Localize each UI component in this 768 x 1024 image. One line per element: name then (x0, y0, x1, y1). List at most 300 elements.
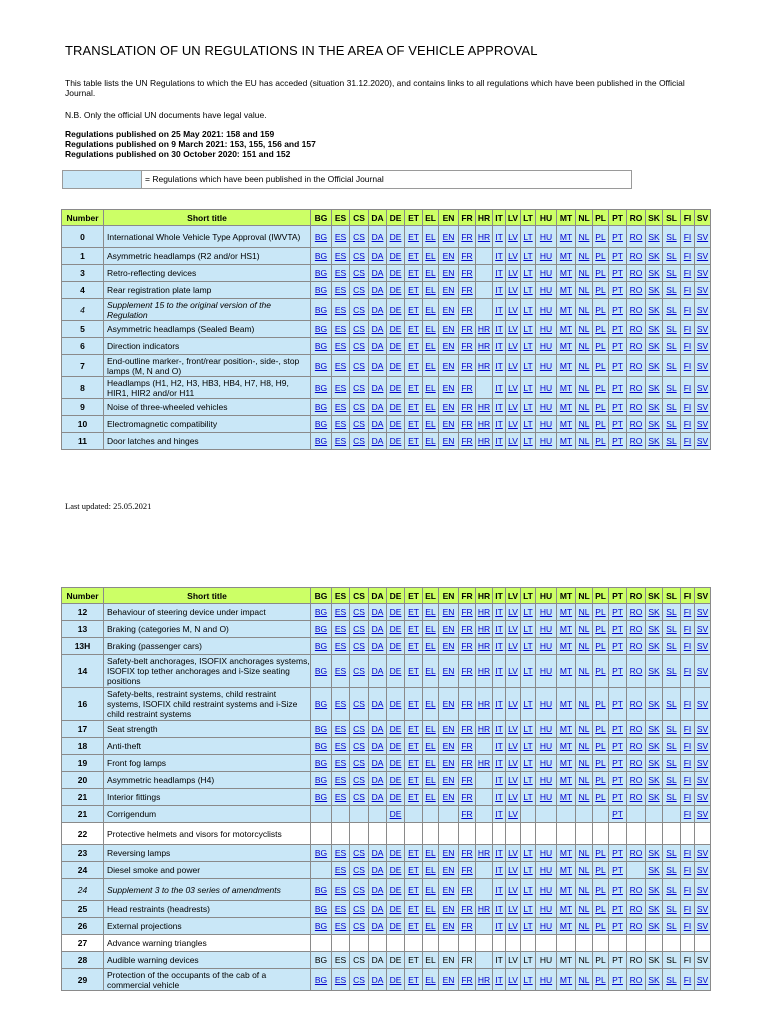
lang-link-it[interactable]: IT (495, 921, 503, 931)
lang-link-sk[interactable]: SK (648, 624, 660, 634)
lang-link-sk[interactable]: SK (648, 231, 660, 242)
lang-link-sl[interactable]: SL (666, 268, 677, 278)
lang-link-mt[interactable]: MT (559, 699, 573, 709)
lang-link-el[interactable]: EL (425, 419, 436, 429)
lang-link-en[interactable]: EN (442, 699, 455, 709)
lang-link-nl[interactable]: NL (578, 848, 590, 858)
lang-link-fi[interactable]: FI (683, 974, 692, 985)
lang-link-mt[interactable]: MT (559, 382, 573, 393)
lang-link-de[interactable]: DE (389, 792, 402, 802)
lang-link-lv[interactable]: LV (508, 921, 518, 931)
lang-link-hr[interactable]: HR (477, 436, 491, 446)
lang-link-fr[interactable]: FR (461, 699, 473, 709)
lang-link-es[interactable]: ES (334, 904, 347, 914)
lang-link-el[interactable]: EL (425, 974, 436, 985)
lang-link-bg[interactable]: BG (314, 360, 328, 371)
lang-link-lv[interactable]: LV (508, 382, 518, 393)
lang-link-sv[interactable]: SV (696, 341, 709, 351)
lang-link-cs[interactable]: CS (353, 419, 365, 429)
lang-link-it[interactable]: IT (495, 304, 503, 315)
lang-link-nl[interactable]: NL (578, 607, 590, 617)
lang-link-sl[interactable]: SL (666, 251, 677, 261)
lang-link-fi[interactable]: FI (683, 402, 692, 412)
lang-link-nl[interactable]: NL (578, 666, 590, 676)
lang-link-it[interactable]: IT (495, 865, 503, 875)
lang-link-sk[interactable]: SK (648, 758, 660, 768)
lang-link-pt[interactable]: PT (612, 741, 623, 751)
lang-link-et[interactable]: ET (408, 724, 419, 734)
lang-link-sv[interactable]: SV (696, 666, 709, 676)
lang-link-da[interactable]: DA (371, 402, 384, 412)
lang-link-lt[interactable]: LT (523, 419, 533, 429)
lang-link-ro[interactable]: RO (629, 666, 643, 676)
lang-link-bg[interactable]: BG (314, 285, 328, 295)
lang-link-cs[interactable]: CS (353, 699, 365, 709)
lang-link-da[interactable]: DA (371, 666, 384, 676)
lang-link-el[interactable]: EL (425, 251, 436, 261)
lang-link-lt[interactable]: LT (523, 775, 533, 785)
lang-link-fr[interactable]: FR (461, 624, 473, 634)
lang-link-et[interactable]: ET (408, 666, 419, 676)
lang-link-fi[interactable]: FI (683, 231, 692, 242)
lang-link-hu[interactable]: HU (539, 741, 553, 751)
lang-link-nl[interactable]: NL (578, 884, 590, 895)
lang-link-it[interactable]: IT (495, 268, 503, 278)
lang-link-hu[interactable]: HU (539, 865, 553, 875)
lang-link-es[interactable]: ES (334, 865, 347, 875)
lang-link-sk[interactable]: SK (648, 324, 660, 334)
lang-link-nl[interactable]: NL (578, 792, 590, 802)
lang-link-et[interactable]: ET (408, 341, 419, 351)
lang-link-da[interactable]: DA (371, 382, 384, 393)
lang-link-sk[interactable]: SK (648, 641, 660, 651)
lang-link-pt[interactable]: PT (612, 251, 623, 261)
lang-link-lv[interactable]: LV (508, 775, 518, 785)
lang-link-it[interactable]: IT (495, 775, 503, 785)
lang-link-bg[interactable]: BG (314, 436, 328, 446)
lang-link-pl[interactable]: PL (595, 666, 606, 676)
lang-link-it[interactable]: IT (495, 360, 503, 371)
lang-link-sk[interactable]: SK (648, 607, 660, 617)
lang-link-sl[interactable]: SL (666, 741, 677, 751)
lang-link-et[interactable]: ET (408, 974, 419, 985)
lang-link-es[interactable]: ES (334, 324, 347, 334)
lang-link-hr[interactable]: HR (477, 641, 491, 651)
lang-link-nl[interactable]: NL (578, 775, 590, 785)
lang-link-mt[interactable]: MT (559, 724, 573, 734)
lang-link-lt[interactable]: LT (523, 741, 533, 751)
lang-link-es[interactable]: ES (334, 360, 347, 371)
lang-link-pl[interactable]: PL (595, 268, 606, 278)
lang-link-en[interactable]: EN (442, 865, 455, 875)
lang-link-nl[interactable]: NL (578, 865, 590, 875)
lang-link-lt[interactable]: LT (523, 624, 533, 634)
lang-link-hu[interactable]: HU (539, 775, 553, 785)
lang-link-sl[interactable]: SL (666, 792, 677, 802)
lang-link-sl[interactable]: SL (666, 624, 677, 634)
lang-link-sk[interactable]: SK (648, 382, 660, 393)
lang-link-da[interactable]: DA (371, 436, 384, 446)
lang-link-cs[interactable]: CS (353, 792, 365, 802)
lang-link-da[interactable]: DA (371, 848, 384, 858)
lang-link-sk[interactable]: SK (648, 884, 660, 895)
lang-link-sv[interactable]: SV (696, 699, 709, 709)
lang-link-hr[interactable]: HR (477, 724, 491, 734)
lang-link-es[interactable]: ES (334, 341, 347, 351)
lang-link-de[interactable]: DE (389, 419, 402, 429)
lang-link-sv[interactable]: SV (696, 419, 709, 429)
lang-link-pl[interactable]: PL (595, 792, 606, 802)
lang-link-es[interactable]: ES (334, 402, 347, 412)
lang-link-pt[interactable]: PT (612, 921, 623, 931)
lang-link-hu[interactable]: HU (539, 792, 553, 802)
lang-link-pt[interactable]: PT (612, 436, 623, 446)
lang-link-nl[interactable]: NL (578, 436, 590, 446)
lang-link-lt[interactable]: LT (523, 402, 533, 412)
lang-link-fr[interactable]: FR (461, 865, 473, 875)
lang-link-sv[interactable]: SV (696, 904, 709, 914)
lang-link-fi[interactable]: FI (683, 666, 692, 676)
lang-link-hu[interactable]: HU (539, 285, 553, 295)
lang-link-sk[interactable]: SK (648, 436, 660, 446)
lang-link-ro[interactable]: RO (629, 775, 643, 785)
lang-link-de[interactable]: DE (389, 848, 402, 858)
lang-link-sv[interactable]: SV (696, 382, 709, 393)
lang-link-ro[interactable]: RO (629, 382, 643, 393)
lang-link-pl[interactable]: PL (595, 724, 606, 734)
lang-link-sv[interactable]: SV (696, 624, 709, 634)
lang-link-de[interactable]: DE (389, 884, 402, 895)
lang-link-fr[interactable]: FR (461, 419, 473, 429)
lang-link-el[interactable]: EL (425, 341, 436, 351)
lang-link-sv[interactable]: SV (696, 775, 709, 785)
lang-link-es[interactable]: ES (334, 436, 347, 446)
lang-link-de[interactable]: DE (389, 865, 402, 875)
lang-link-it[interactable]: IT (495, 402, 503, 412)
lang-link-pl[interactable]: PL (595, 341, 606, 351)
lang-link-da[interactable]: DA (371, 341, 384, 351)
lang-link-de[interactable]: DE (389, 758, 402, 768)
lang-link-bg[interactable]: BG (314, 775, 328, 785)
lang-link-lv[interactable]: LV (508, 666, 518, 676)
lang-link-cs[interactable]: CS (353, 848, 365, 858)
lang-link-fr[interactable]: FR (461, 641, 473, 651)
lang-link-lt[interactable]: LT (523, 268, 533, 278)
lang-link-nl[interactable]: NL (578, 324, 590, 334)
lang-link-sl[interactable]: SL (666, 904, 677, 914)
lang-link-de[interactable]: DE (389, 360, 402, 371)
lang-link-en[interactable]: EN (442, 848, 455, 858)
lang-link-lv[interactable]: LV (508, 607, 518, 617)
lang-link-fr[interactable]: FR (461, 792, 473, 802)
lang-link-en[interactable]: EN (442, 402, 455, 412)
lang-link-it[interactable]: IT (495, 419, 503, 429)
lang-link-fi[interactable]: FI (683, 758, 692, 768)
lang-link-mt[interactable]: MT (559, 341, 573, 351)
lang-link-it[interactable]: IT (495, 699, 503, 709)
lang-link-cs[interactable]: CS (353, 741, 365, 751)
lang-link-cs[interactable]: CS (353, 285, 365, 295)
lang-link-hr[interactable]: HR (477, 974, 491, 985)
lang-link-mt[interactable]: MT (559, 251, 573, 261)
lang-link-hr[interactable]: HR (477, 699, 491, 709)
lang-link-el[interactable]: EL (425, 848, 436, 858)
lang-link-it[interactable]: IT (495, 436, 503, 446)
lang-link-hr[interactable]: HR (477, 341, 491, 351)
lang-link-sl[interactable]: SL (666, 921, 677, 931)
lang-link-sv[interactable]: SV (696, 402, 709, 412)
lang-link-bg[interactable]: BG (314, 268, 328, 278)
lang-link-hr[interactable]: HR (477, 324, 491, 334)
lang-link-et[interactable]: ET (408, 607, 419, 617)
lang-link-hu[interactable]: HU (539, 436, 553, 446)
lang-link-sv[interactable]: SV (696, 251, 709, 261)
lang-link-ro[interactable]: RO (629, 848, 643, 858)
lang-link-pl[interactable]: PL (595, 921, 606, 931)
lang-link-pl[interactable]: PL (595, 231, 606, 242)
lang-link-lv[interactable]: LV (508, 251, 518, 261)
lang-link-el[interactable]: EL (425, 921, 436, 931)
lang-link-de[interactable]: DE (389, 724, 402, 734)
lang-link-ro[interactable]: RO (629, 624, 643, 634)
lang-link-da[interactable]: DA (371, 607, 384, 617)
lang-link-hu[interactable]: HU (539, 304, 553, 315)
lang-link-mt[interactable]: MT (559, 402, 573, 412)
lang-link-mt[interactable]: MT (559, 360, 573, 371)
lang-link-pt[interactable]: PT (612, 382, 623, 393)
lang-link-sl[interactable]: SL (666, 304, 677, 315)
lang-link-cs[interactable]: CS (353, 904, 365, 914)
lang-link-bg[interactable]: BG (314, 666, 328, 676)
lang-link-mt[interactable]: MT (559, 921, 573, 931)
lang-link-hu[interactable]: HU (539, 360, 553, 371)
lang-link-bg[interactable]: BG (314, 607, 328, 617)
lang-link-it[interactable]: IT (495, 641, 503, 651)
lang-link-lt[interactable]: LT (523, 921, 533, 931)
lang-link-sl[interactable]: SL (666, 848, 677, 858)
lang-link-cs[interactable]: CS (353, 884, 365, 895)
lang-link-da[interactable]: DA (371, 419, 384, 429)
lang-link-pl[interactable]: PL (595, 402, 606, 412)
lang-link-bg[interactable]: BG (314, 231, 328, 242)
lang-link-fi[interactable]: FI (683, 848, 692, 858)
lang-link-da[interactable]: DA (371, 304, 384, 315)
lang-link-en[interactable]: EN (442, 341, 455, 351)
lang-link-es[interactable]: ES (334, 231, 347, 242)
lang-link-it[interactable]: IT (495, 884, 503, 895)
lang-link-lv[interactable]: LV (508, 904, 518, 914)
lang-link-pl[interactable]: PL (595, 775, 606, 785)
lang-link-sl[interactable]: SL (666, 666, 677, 676)
lang-link-fi[interactable]: FI (683, 436, 692, 446)
lang-link-de[interactable]: DE (389, 974, 402, 985)
lang-link-sl[interactable]: SL (666, 699, 677, 709)
lang-link-cs[interactable]: CS (353, 231, 365, 242)
lang-link-mt[interactable]: MT (559, 641, 573, 651)
lang-link-hr[interactable]: HR (477, 419, 491, 429)
lang-link-pt[interactable]: PT (612, 792, 623, 802)
lang-link-cs[interactable]: CS (353, 724, 365, 734)
lang-link-sk[interactable]: SK (648, 304, 660, 315)
lang-link-en[interactable]: EN (442, 641, 455, 651)
lang-link-hu[interactable]: HU (539, 419, 553, 429)
lang-link-bg[interactable]: BG (314, 741, 328, 751)
lang-link-pt[interactable]: PT (612, 341, 623, 351)
lang-link-sl[interactable]: SL (666, 360, 677, 371)
lang-link-lv[interactable]: LV (508, 641, 518, 651)
lang-link-mt[interactable]: MT (559, 268, 573, 278)
lang-link-en[interactable]: EN (442, 382, 455, 393)
lang-link-mt[interactable]: MT (559, 758, 573, 768)
lang-link-es[interactable]: ES (334, 741, 347, 751)
lang-link-en[interactable]: EN (442, 268, 455, 278)
lang-link-da[interactable]: DA (371, 285, 384, 295)
lang-link-et[interactable]: ET (408, 699, 419, 709)
lang-link-it[interactable]: IT (495, 809, 503, 819)
lang-link-nl[interactable]: NL (578, 699, 590, 709)
lang-link-hu[interactable]: HU (539, 921, 553, 931)
lang-link-pt[interactable]: PT (612, 699, 623, 709)
lang-link-ro[interactable]: RO (629, 921, 643, 931)
lang-link-et[interactable]: ET (408, 758, 419, 768)
lang-link-ro[interactable]: RO (629, 758, 643, 768)
lang-link-sl[interactable]: SL (666, 641, 677, 651)
lang-link-mt[interactable]: MT (559, 792, 573, 802)
lang-link-it[interactable]: IT (495, 724, 503, 734)
lang-link-fi[interactable]: FI (683, 792, 692, 802)
lang-link-da[interactable]: DA (371, 921, 384, 931)
lang-link-hu[interactable]: HU (539, 758, 553, 768)
lang-link-lt[interactable]: LT (523, 904, 533, 914)
lang-link-de[interactable]: DE (389, 641, 402, 651)
lang-link-es[interactable]: ES (334, 921, 347, 931)
lang-link-ro[interactable]: RO (629, 904, 643, 914)
lang-link-nl[interactable]: NL (578, 268, 590, 278)
lang-link-sk[interactable]: SK (648, 741, 660, 751)
lang-link-el[interactable]: EL (425, 360, 436, 371)
lang-link-ro[interactable]: RO (629, 436, 643, 446)
lang-link-sk[interactable]: SK (648, 865, 660, 875)
lang-link-sv[interactable]: SV (696, 324, 709, 334)
lang-link-sl[interactable]: SL (666, 865, 677, 875)
lang-link-el[interactable]: EL (425, 382, 436, 393)
lang-link-cs[interactable]: CS (353, 402, 365, 412)
lang-link-pt[interactable]: PT (612, 419, 623, 429)
lang-link-sl[interactable]: SL (666, 607, 677, 617)
lang-link-sv[interactable]: SV (696, 285, 709, 295)
lang-link-et[interactable]: ET (408, 402, 419, 412)
lang-link-hu[interactable]: HU (539, 641, 553, 651)
lang-link-hr[interactable]: HR (477, 607, 491, 617)
lang-link-bg[interactable]: BG (314, 402, 328, 412)
lang-link-nl[interactable]: NL (578, 758, 590, 768)
lang-link-es[interactable]: ES (334, 974, 347, 985)
lang-link-et[interactable]: ET (408, 848, 419, 858)
lang-link-es[interactable]: ES (334, 251, 347, 261)
lang-link-da[interactable]: DA (371, 624, 384, 634)
lang-link-lt[interactable]: LT (523, 382, 533, 393)
lang-link-pt[interactable]: PT (612, 402, 623, 412)
lang-link-en[interactable]: EN (442, 666, 455, 676)
lang-link-en[interactable]: EN (442, 921, 455, 931)
lang-link-el[interactable]: EL (425, 865, 436, 875)
lang-link-fr[interactable]: FR (461, 304, 473, 315)
lang-link-hu[interactable]: HU (539, 974, 553, 985)
lang-link-fr[interactable]: FR (461, 268, 473, 278)
lang-link-lv[interactable]: LV (508, 324, 518, 334)
lang-link-ro[interactable]: RO (629, 402, 643, 412)
lang-link-fr[interactable]: FR (461, 904, 473, 914)
lang-link-it[interactable]: IT (495, 231, 503, 242)
lang-link-fi[interactable]: FI (683, 641, 692, 651)
lang-link-sv[interactable]: SV (696, 641, 709, 651)
lang-link-sk[interactable]: SK (648, 666, 660, 676)
lang-link-el[interactable]: EL (425, 324, 436, 334)
lang-link-lt[interactable]: LT (523, 304, 533, 315)
lang-link-ro[interactable]: RO (629, 724, 643, 734)
lang-link-lv[interactable]: LV (508, 865, 518, 875)
lang-link-hr[interactable]: HR (477, 666, 491, 676)
lang-link-en[interactable]: EN (442, 324, 455, 334)
lang-link-lt[interactable]: LT (523, 324, 533, 334)
lang-link-hu[interactable]: HU (539, 624, 553, 634)
lang-link-bg[interactable]: BG (314, 304, 328, 315)
lang-link-da[interactable]: DA (371, 699, 384, 709)
lang-link-lv[interactable]: LV (508, 419, 518, 429)
lang-link-fi[interactable]: FI (683, 268, 692, 278)
lang-link-fr[interactable]: FR (461, 741, 473, 751)
lang-link-et[interactable]: ET (408, 268, 419, 278)
lang-link-de[interactable]: DE (389, 921, 402, 931)
lang-link-de[interactable]: DE (389, 904, 402, 914)
lang-link-lt[interactable]: LT (523, 666, 533, 676)
lang-link-sl[interactable]: SL (666, 974, 677, 985)
lang-link-sv[interactable]: SV (696, 758, 709, 768)
lang-link-pl[interactable]: PL (595, 324, 606, 334)
lang-link-bg[interactable]: BG (314, 921, 328, 931)
lang-link-nl[interactable]: NL (578, 360, 590, 371)
lang-link-de[interactable]: DE (389, 809, 402, 819)
lang-link-fi[interactable]: FI (683, 921, 692, 931)
lang-link-de[interactable]: DE (389, 775, 402, 785)
lang-link-it[interactable]: IT (495, 741, 503, 751)
lang-link-fr[interactable]: FR (461, 382, 473, 393)
lang-link-fr[interactable]: FR (461, 848, 473, 858)
lang-link-mt[interactable]: MT (559, 304, 573, 315)
lang-link-sk[interactable]: SK (648, 419, 660, 429)
lang-link-lt[interactable]: LT (523, 360, 533, 371)
lang-link-lv[interactable]: LV (508, 741, 518, 751)
lang-link-fi[interactable]: FI (683, 419, 692, 429)
lang-link-da[interactable]: DA (371, 724, 384, 734)
lang-link-pl[interactable]: PL (595, 974, 606, 985)
lang-link-fi[interactable]: FI (683, 382, 692, 393)
lang-link-fr[interactable]: FR (461, 231, 473, 242)
lang-link-ro[interactable]: RO (629, 285, 643, 295)
lang-link-cs[interactable]: CS (353, 921, 365, 931)
lang-link-pt[interactable]: PT (612, 360, 623, 371)
lang-link-lt[interactable]: LT (523, 699, 533, 709)
lang-link-lv[interactable]: LV (508, 792, 518, 802)
lang-link-sk[interactable]: SK (648, 974, 660, 985)
lang-link-fr[interactable]: FR (461, 775, 473, 785)
lang-link-fr[interactable]: FR (461, 758, 473, 768)
lang-link-hu[interactable]: HU (539, 848, 553, 858)
lang-link-cs[interactable]: CS (353, 641, 365, 651)
lang-link-mt[interactable]: MT (559, 624, 573, 634)
lang-link-el[interactable]: EL (425, 741, 436, 751)
lang-link-ro[interactable]: RO (629, 231, 643, 242)
